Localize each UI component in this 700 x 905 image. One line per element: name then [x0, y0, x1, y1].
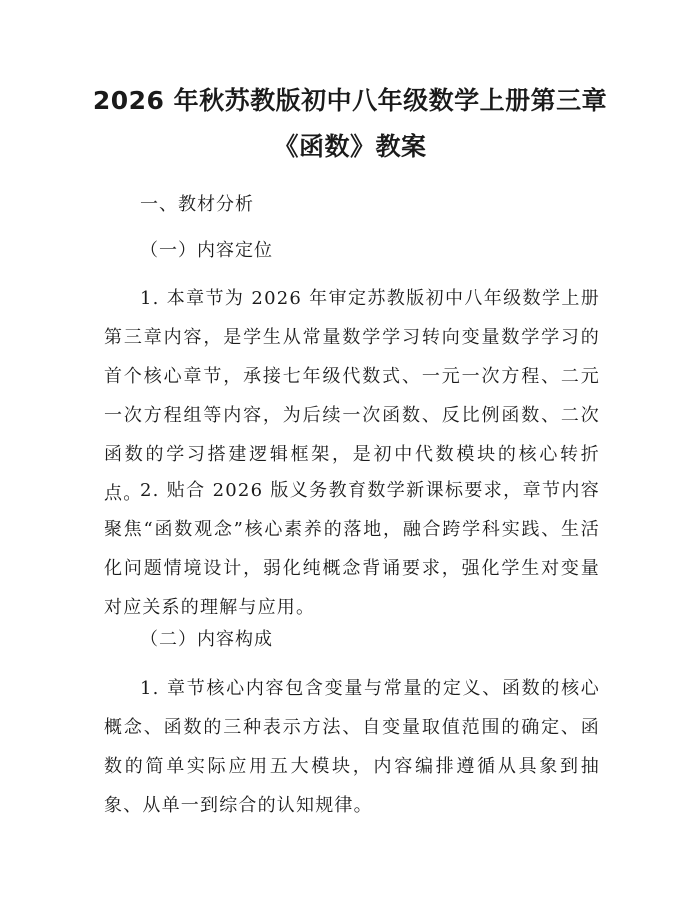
document-title-line-1: 2026 年秋苏教版初中八年级数学上册第三章: [92, 86, 608, 115]
subsection-heading-content-composition: （二）内容构成: [140, 629, 273, 650]
paragraph-positioning-2: 2. 贴合 2026 版义务教育数学新课标要求，章节内容聚焦“函数观念”核心素养的落地，融合跨学科实践、生活化问题情境设计，弱化纯概念背诵要求，强化学生对变量对应关系的理解与应用。: [104, 480, 600, 618]
paragraph-positioning-1: 1. 本章节为 2026 年审定苏教版初中八年级数学上册第三章内容，是学生从常量数学学习转向变量数学学习的首个核心章节，承接七年级代数式、一元一次方程、二元一次方程组等内容，为后续一次函数、反比例函数、二次函数的学习搭建逻辑框架，是初中代数模块的核心转折点。: [104, 288, 600, 504]
document-title-line-2: 《函数》教案: [273, 132, 427, 161]
paragraph-composition-1: 1. 章节核心内容包含变量与常量的定义、函数的核心概念、函数的三种表示方法、自变量取值范围的确定、函数的简单实际应用五大模块，内容编排遵循从具象到抽象、从单一到综合的认知规律。: [104, 678, 600, 816]
section-heading-textbook-analysis: 一、教材分析: [140, 194, 254, 215]
subsection-heading-content-positioning: （一）内容定位: [140, 240, 273, 261]
